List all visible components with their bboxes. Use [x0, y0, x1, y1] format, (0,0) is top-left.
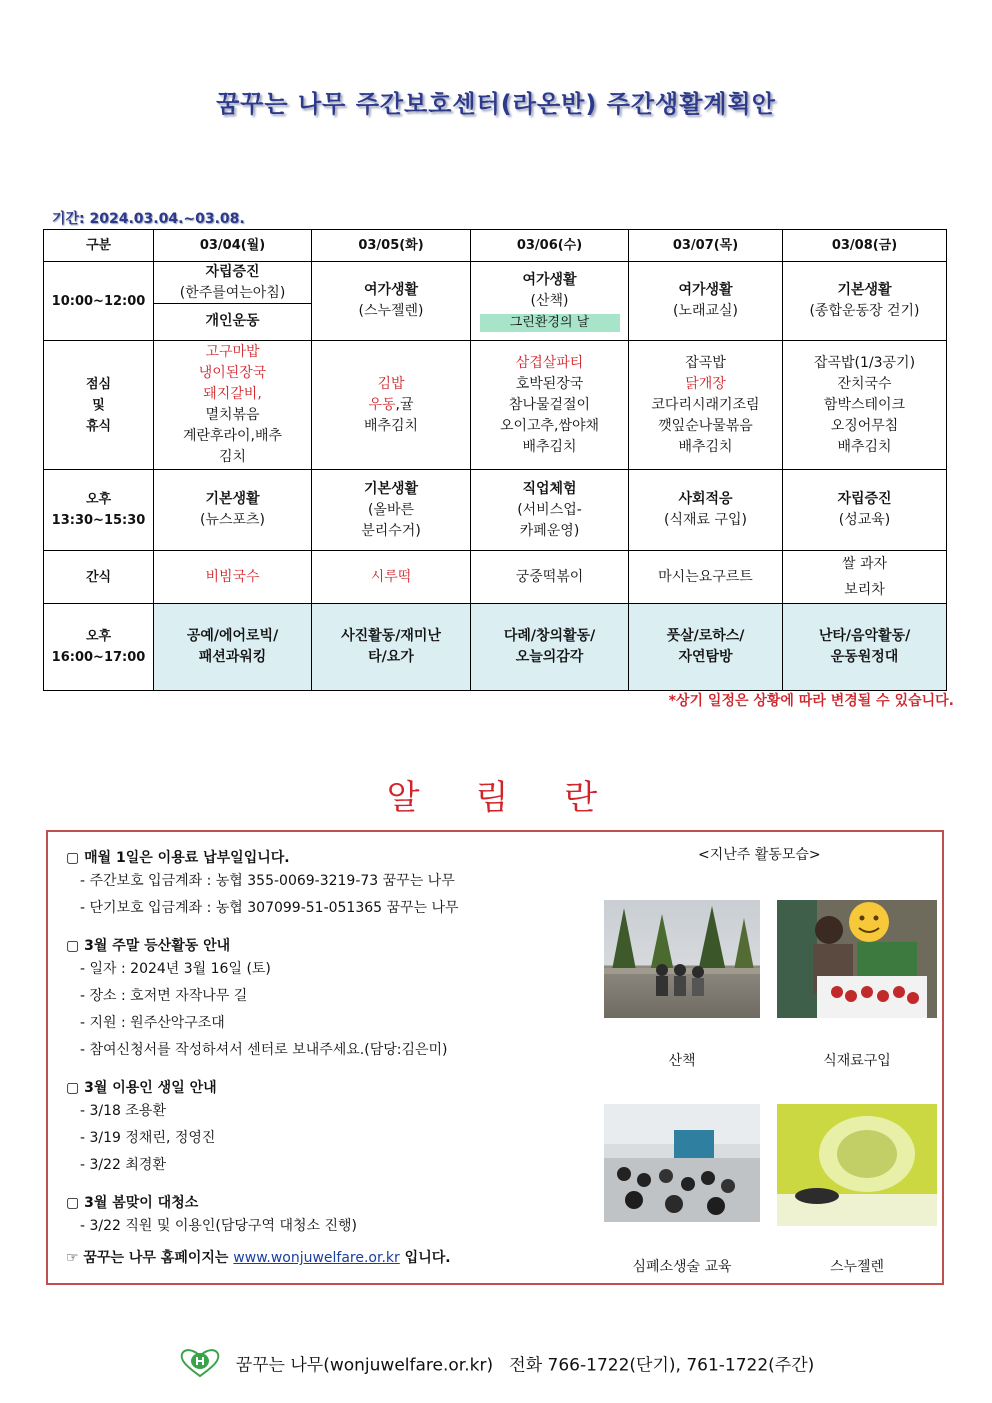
menu-item: 배추김치	[363, 417, 419, 434]
menu-item: ,귤	[395, 396, 414, 413]
menu-item: 우동	[368, 396, 396, 413]
footer	[0, 1348, 992, 1383]
period-label: 기간: 2024.03.04.~03.08.	[52, 211, 245, 227]
notice-heading: ▢ 매월 1일은 이용료 납부일입니다.	[66, 850, 290, 866]
thu-am-title: 여가생활	[678, 282, 733, 298]
evening-fri	[783, 604, 947, 691]
tue-am-sub: (스누젤렌)	[358, 303, 424, 319]
menu-item: 코다리시래기조림	[651, 396, 760, 413]
afternoon-tue	[312, 470, 471, 551]
evening-row	[44, 604, 947, 691]
notice-item: - 장소 : 호저면 자작나무 길	[80, 988, 248, 1004]
menu-item: 잔치국수	[837, 375, 892, 392]
notice-heading: ▢ 3월 주말 등산활동 안내	[66, 938, 231, 954]
photo-caption-snoezelen: 스누젤렌	[829, 1259, 885, 1275]
snack-mon: 비빔국수	[154, 551, 312, 604]
club-line: 난타/음악활동/	[818, 628, 911, 644]
activity-sub: 카페운영)	[519, 522, 580, 539]
green-day-tag: 그린환경의 날	[480, 314, 620, 332]
notice-item: - 주간보호 입금계좌 : 농협 355-0069-3219-73 꿈꾸는 나무	[80, 873, 455, 889]
afternoon-fri	[783, 470, 947, 551]
header-category: 구분	[44, 230, 154, 262]
notice-item: - 3/22 최경환	[80, 1157, 166, 1173]
weekly-schedule-table	[43, 229, 947, 691]
lunch-thu	[629, 341, 783, 470]
club-line: 자연탐방	[678, 649, 733, 665]
menu-item: 깻잎순나물볶음	[658, 417, 753, 434]
header-thu: 03/07(목)	[629, 230, 783, 262]
activity-title: 사회적응	[678, 491, 733, 507]
activity-title: 자립증진	[837, 491, 892, 507]
afternoon-row	[44, 470, 947, 551]
header-mon: 03/04(월)	[154, 230, 312, 262]
lunch-label-2: 및	[92, 397, 105, 413]
club-line: 오늘의감각	[515, 649, 584, 665]
menu-item: 삼겹살파티	[515, 354, 584, 371]
wed-am-sub: (산책)	[530, 292, 569, 309]
lunch-label-3: 휴식	[85, 418, 112, 434]
photo-caption-grocery: 식재료구입	[823, 1053, 891, 1069]
evening-label-1: 오후	[85, 629, 112, 644]
activity-sub: (서비스업-	[517, 501, 582, 518]
snack-thu: 마시는요구르트	[629, 551, 783, 604]
schedule-change-note: *상기 일정은 상황에 따라 변경될 수 있습니다.	[668, 693, 954, 709]
menu-item: 닭개장	[685, 375, 726, 392]
morning-fri	[783, 262, 947, 341]
club-line: 다례/창의활동/	[503, 628, 596, 644]
morning-tue	[312, 262, 471, 341]
activity-sub: (성교육)	[838, 512, 891, 528]
homepage-suffix: 입니다.	[404, 1250, 451, 1266]
activity-title: 기본생활	[363, 480, 419, 497]
evening-tue	[312, 604, 471, 691]
snack-wed: 궁중떡볶이	[471, 551, 629, 604]
footer-text: 꿈꾸는 나무(wonjuwelfare.or.kr) 전화 766-1722(단기), 761-1722(주간)	[235, 1355, 815, 1376]
evening-mon	[154, 604, 312, 691]
club-line: 패션과워킹	[198, 649, 267, 665]
afternoon-mon	[154, 470, 312, 551]
fri-am-sub: (종합운동장 걷기)	[809, 303, 920, 319]
notice-item: - 참여신청서를 작성하셔서 센터로 보내주세요.(담당:김은미)	[80, 1042, 448, 1058]
afternoon-thu	[629, 470, 783, 551]
snoezelen-photo	[777, 1104, 937, 1226]
evening-label-2: 16:00~17:00	[51, 650, 146, 665]
notice-item: - 3/22 직원 및 이용인(담당구역 대청소 진행)	[80, 1218, 357, 1234]
fri-am-title: 기본생활	[837, 282, 892, 298]
lunch-row	[44, 341, 947, 470]
lunch-label	[44, 341, 154, 470]
snack-row	[44, 551, 947, 604]
menu-item: 계란후라이,배추	[182, 428, 283, 444]
activity-sub: (뉴스포츠)	[199, 512, 266, 528]
notice-box	[46, 830, 944, 1285]
menu-item: 냉이된장국	[198, 365, 267, 381]
evening-thu	[629, 604, 783, 691]
homepage-link[interactable]: www.wonjuwelfare.or.kr	[233, 1250, 400, 1266]
afternoon-wed	[471, 470, 629, 551]
notice-heading: ▢ 3월 봄맞이 대청소	[66, 1195, 199, 1211]
menu-item: 배추김치	[837, 438, 892, 455]
wed-am-title: 여가생활	[522, 271, 577, 288]
notice-item: - 3/19 정채린, 정영진	[80, 1130, 216, 1146]
menu-item: 김치	[218, 449, 247, 465]
walk-photo	[604, 900, 760, 1018]
header-wed: 03/06(수)	[471, 230, 629, 262]
morning-time: 10:00~12:00	[44, 262, 154, 341]
notice-title: 알림란	[386, 778, 654, 818]
club-line: 공예/에어로빅/	[186, 628, 279, 644]
grocery-photo	[777, 900, 937, 1018]
evening-wed	[471, 604, 629, 691]
menu-item: 오이고추,쌈야채	[499, 417, 600, 434]
afternoon-label	[44, 470, 154, 551]
snack-label: 간식	[44, 551, 154, 604]
club-line: 풋살/로하스/	[666, 628, 745, 644]
notice-item: - 단기보호 입금계좌 : 농협 307099-51-051365 꿈꾸는 나무	[80, 900, 459, 916]
page-title: 꿈꾸는 나무 주간보호센터(라온반) 주간생활계획안	[216, 90, 776, 118]
morning-wed	[471, 262, 629, 341]
menu-item: 함박스테이크	[823, 396, 906, 413]
activity-title: 직업체험	[522, 480, 577, 497]
lunch-wed	[471, 341, 629, 470]
club-line: 타/요가	[368, 649, 414, 665]
activity-title: 기본생활	[205, 491, 260, 507]
homepage-line	[66, 1248, 606, 1268]
evening-label	[44, 604, 154, 691]
thu-am-sub: (노래교실)	[672, 303, 739, 319]
activity-sub: (식재료 구입)	[664, 512, 747, 528]
header-row	[44, 230, 947, 262]
menu-item: 돼지갈비,	[203, 386, 262, 402]
notice-heading: ▢ 3월 이용인 생일 안내	[66, 1080, 217, 1096]
menu-item: 오징어무침	[830, 417, 899, 434]
menu-item: 배추김치	[522, 438, 577, 455]
afternoon-label-1: 오후	[85, 492, 112, 507]
menu-item: 참나물겉절이	[508, 396, 591, 413]
notice-item: - 3/18 조용환	[80, 1103, 166, 1119]
menu-item: 배추김치	[678, 438, 733, 455]
activity-sub: 분리수거)	[361, 522, 421, 539]
activity-sub: (올바른	[367, 501, 415, 518]
photo-caption-cpr: 심폐소생술 교육	[632, 1259, 732, 1275]
homepage-prefix: ☞ 꿈꾸는 나무 홈페이지는	[66, 1250, 229, 1266]
lunch-mon	[154, 341, 312, 470]
menu-item: 고구마밥	[205, 344, 260, 360]
snack-tue: 시루떡	[312, 551, 471, 604]
afternoon-label-2: 13:30~15:30	[51, 513, 146, 528]
menu-item: 멸치볶음	[205, 407, 260, 423]
morning-thu	[629, 262, 783, 341]
snack-fri	[783, 551, 947, 604]
menu-item: 호박된장국	[515, 375, 584, 392]
club-line: 운동원정대	[830, 649, 899, 665]
menu-item: 잡곡밥	[685, 354, 726, 371]
snack-item: 보리차	[844, 582, 885, 598]
notice-item: - 일자 : 2024년 3월 16일 (토)	[80, 961, 271, 977]
club-line: 사진활동/재미난	[341, 628, 441, 644]
logo-icon	[178, 1348, 222, 1383]
notice-item: - 지원 : 원주산악구조대	[80, 1015, 225, 1031]
lunch-tue	[312, 341, 471, 470]
header-tue: 03/05(화)	[312, 230, 471, 262]
mon-am-bottom: 개인운동	[205, 313, 260, 329]
menu-item: 김밥	[377, 375, 405, 392]
morning-mon	[154, 262, 312, 341]
lunch-fri	[783, 341, 947, 470]
tue-am-title: 여가생활	[363, 282, 419, 298]
header-fri: 03/08(금)	[783, 230, 947, 262]
menu-item: 잡곡밥(1/3공기)	[813, 354, 916, 371]
photo-caption-walk: 산책	[668, 1053, 696, 1069]
photos-title: <지난주 활동모습>	[698, 847, 821, 863]
notice-text	[66, 848, 606, 1268]
mon-am-title: 자립증진	[205, 263, 260, 280]
lunch-label-1: 점심	[85, 376, 112, 392]
snack-item: 쌀 과자	[841, 556, 888, 572]
mon-am-sub: (한주를여는아침)	[179, 284, 286, 301]
morning-row	[44, 262, 947, 341]
cpr-photo	[604, 1104, 760, 1222]
